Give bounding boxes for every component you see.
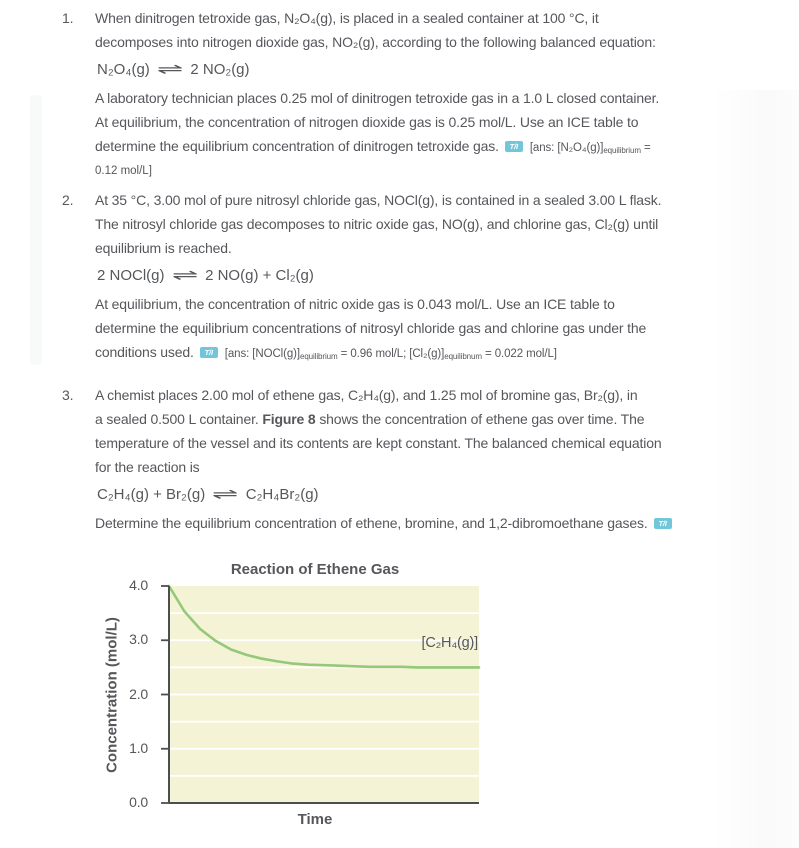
figure-reference: Figure 8 xyxy=(262,411,316,427)
answer-text: [ans: [N₂O₄(g)] xyxy=(529,142,604,154)
problem-intro-line: for the reaction is xyxy=(95,459,200,475)
problem-intro-line: A chemist places 2.00 mol of ethene gas, C₂H₄(g), and 1.25 mol of bromine gas, Br₂(g), in xyxy=(95,387,638,403)
ti-skill-badge: T/I xyxy=(505,141,523,152)
y-tick-label: 4.0 xyxy=(129,577,148,593)
problem-intro-line: temperature of the vessel and its contents are kept constant. The balanced chemical equation xyxy=(95,435,662,451)
problem-1 xyxy=(62,6,774,180)
problem-body-line xyxy=(95,511,774,535)
problem-text xyxy=(95,188,774,369)
equation-left: 2 NOCl(g) xyxy=(97,267,165,284)
y-axis-label-box xyxy=(100,584,124,805)
answer-subscript: equilibnum xyxy=(444,352,482,361)
equation-right: C₂H₄Br₂(g) xyxy=(245,486,319,503)
problem-intro-line: At 35 °C, 3.00 mol of pure nitrosyl chloride gas, NOCl(g), is contained in a sealed 3.00 L flask. xyxy=(95,192,662,208)
problem-body-line: At equilibrium, the concentration of nitric oxide gas is 0.043 mol/L. Use an ICE table to xyxy=(95,296,615,312)
equation-right: 2 NO(g) + Cl₂(g) xyxy=(205,267,314,284)
problem-body-line: At equilibrium, the concentration of nitrogen dioxide gas is 0.25 mol/L. Use an ICE table to xyxy=(95,114,639,130)
problem-body xyxy=(95,292,774,369)
equation-left: N₂O₄(g) xyxy=(97,61,150,78)
problem-intro-line: equilibrium is reached. xyxy=(95,240,232,256)
ti-skill-badge: T/I xyxy=(200,347,218,358)
problem-2 xyxy=(62,188,774,369)
chart-body xyxy=(100,577,520,810)
problem-body-line xyxy=(95,340,774,369)
y-tick-label: 0.0 xyxy=(129,794,148,810)
answer-text: = xyxy=(640,142,651,154)
chemical-equation xyxy=(97,264,774,288)
problem-intro-line xyxy=(95,407,774,431)
y-tick-label: 2.0 xyxy=(129,685,148,702)
problem-body-text: conditions used. xyxy=(95,344,194,360)
problem-intro-text: shows the concentration of ethene gas over time. The xyxy=(315,411,645,427)
problem-intro-line: The nitrosyl chloride gas decomposes to nitric oxide gas, NO(g), and chlorine gas, Cl₂(g) until xyxy=(95,216,659,232)
equation-right: 2 NO₂(g) xyxy=(190,61,250,78)
problem-body-line xyxy=(95,134,774,163)
problem-body-line: determine the equilibrium concentrations of nitrosyl chloride gas and chlorine gas under the xyxy=(95,320,647,336)
problem-intro-text: a sealed 0.500 L container. xyxy=(95,411,263,427)
answer-text: = 0.022 mol/L] xyxy=(481,348,557,360)
plot-area-wrap xyxy=(160,584,481,805)
problem-intro-line: When dinitrogen tetroxide gas, N₂O₄(g), is placed in a sealed container at 100 °C, it xyxy=(95,10,599,26)
y-axis-label: Concentration (mol/L) xyxy=(103,616,121,773)
problem-body-text: Determine the equilibrium concentration of ethene, bromine, and 1,2-dibromoethane gases. xyxy=(95,515,648,531)
answer-subscript: equilibrium xyxy=(603,146,641,155)
chemical-equation xyxy=(97,483,774,507)
equilibrium-arrow-icon: ⇌ xyxy=(156,61,184,78)
problem-body-line: A laboratory technician places 0.25 mol of dinitrogen tetroxide gas in a 1.0 L closed container. xyxy=(95,90,660,106)
equilibrium-arrow-icon: ⇌ xyxy=(212,486,239,503)
curve-label: [C₂H₄(g)] xyxy=(421,635,478,651)
answer-continuation: 0.12 mol/L] xyxy=(95,165,152,177)
scan-artifact-left xyxy=(30,95,42,365)
chemical-equation xyxy=(97,58,774,82)
ti-skill-badge: T/I xyxy=(654,518,672,529)
problem-body xyxy=(95,86,774,180)
question-list xyxy=(62,6,774,535)
figure-8-chart xyxy=(100,560,520,830)
chart-title: Reaction of Ethene Gas xyxy=(230,561,400,578)
chart-svg xyxy=(160,584,481,805)
problem-body-text: determine the equilibrium concentration of dinitrogen tetroxide gas. xyxy=(95,138,499,154)
answer-subscript: equilibrium xyxy=(299,352,338,361)
problem-3 xyxy=(62,383,774,535)
problem-intro-line: decomposes into nitrogen dioxide gas, NO₂(g), according to the following balanced equation: xyxy=(95,34,656,50)
equilibrium-arrow-icon: ⇌ xyxy=(171,267,199,284)
answer-text: = 0.96 mol/L; [Cl₂(g)] xyxy=(337,348,445,360)
problem-text xyxy=(95,6,774,180)
problem-number: 3. xyxy=(62,387,74,403)
problem-number: 1. xyxy=(62,10,74,26)
problem-text xyxy=(95,383,774,535)
equation-left: C₂H₄(g) + Br₂(g) xyxy=(97,486,206,503)
problem-number: 2. xyxy=(62,192,74,208)
answer-text: [ans: [NOCl(g)] xyxy=(224,348,300,360)
problem-body xyxy=(95,511,774,535)
y-tick-label: 1.0 xyxy=(129,739,148,756)
x-axis-label: Time xyxy=(297,811,333,828)
y-tick-labels xyxy=(124,577,160,810)
y-tick-label: 3.0 xyxy=(129,631,148,648)
